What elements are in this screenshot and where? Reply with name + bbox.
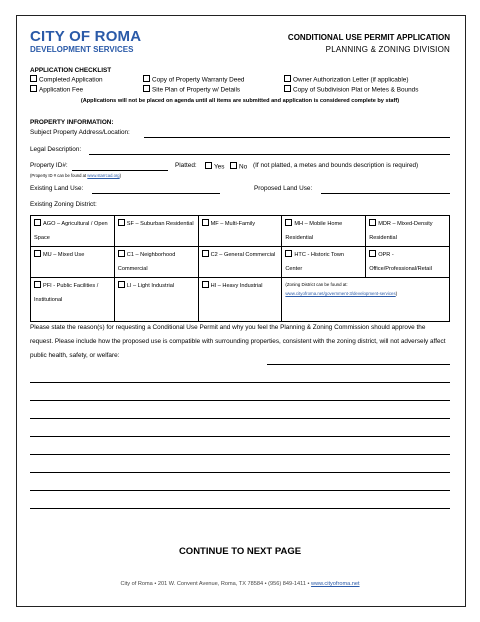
- checklist-item-warranty-deed[interactable]: Copy of Property Warranty Deed: [143, 75, 244, 84]
- zoning-option-sf[interactable]: SF – Suburban Residential: [114, 216, 198, 247]
- city-name: CITY OF ROMA: [30, 28, 142, 45]
- footer: City of Roma • 201 W. Convent Avenue, Roma, TX 78584 • (956) 849-1411 • www.cityofroma.net: [120, 581, 360, 587]
- platted-note: (If not platted, a metes and bounds description is required): [253, 162, 419, 169]
- checkbox-icon[interactable]: [202, 281, 209, 288]
- legal-description-field[interactable]: [89, 154, 450, 155]
- existing-land-use-label: Existing Land Use:: [30, 185, 84, 192]
- response-line-2[interactable]: [30, 382, 450, 383]
- platted-no-option[interactable]: No: [230, 162, 247, 171]
- checkbox-icon[interactable]: [285, 250, 292, 257]
- checklist-item-subdivision-plat[interactable]: Copy of Subdivision Plat or Metes & Bounds: [284, 85, 418, 94]
- address-label: Subject Property Address/Location:: [30, 129, 130, 136]
- proposed-land-use-label: Proposed Land Use:: [254, 185, 313, 192]
- platted-label: Platted:: [175, 162, 197, 169]
- zoning-option-mdr[interactable]: MDR – Mixed-Density Residential: [366, 216, 450, 247]
- response-line-3[interactable]: [30, 400, 450, 401]
- checklist-item-application-fee[interactable]: Application Fee: [30, 85, 83, 94]
- checkbox-icon[interactable]: [369, 250, 376, 257]
- zoning-lookup-note: (Zoning District can be found at: www.cityofroma.net/government-3/development-services): [282, 278, 450, 322]
- property-section-title: PROPERTY INFORMATION:: [30, 119, 114, 126]
- address-field[interactable]: [144, 137, 450, 138]
- checklist-title: APPLICATION CHECKLIST: [30, 67, 112, 74]
- department-name: DEVELOPMENT SERVICES: [30, 45, 134, 54]
- response-line-8[interactable]: [30, 490, 450, 491]
- existing-land-use-field[interactable]: [92, 193, 220, 194]
- checkbox-icon[interactable]: [118, 219, 125, 226]
- zoning-option-c1[interactable]: C1 – Neighborhood Commercial: [114, 247, 198, 278]
- zoning-district-table: [30, 215, 450, 322]
- form-title: CONDITIONAL USE PERMIT APPLICATION: [287, 33, 450, 42]
- checkbox-icon[interactable]: [230, 162, 237, 169]
- checkbox-icon[interactable]: [202, 219, 209, 226]
- checkbox-icon[interactable]: [143, 75, 150, 82]
- response-line-5[interactable]: [30, 436, 450, 437]
- zoning-option-opr[interactable]: OPR - Office/Professional/Retail: [366, 247, 450, 278]
- zoning-option-ago[interactable]: AGO – Agricultural / Open Space: [31, 216, 115, 247]
- zoning-option-mu[interactable]: MU – Mixed Use: [31, 247, 115, 278]
- checklist-item-site-plan[interactable]: Site Plan of Property w/ Details: [143, 85, 240, 94]
- response-line-7[interactable]: [30, 472, 450, 473]
- starrcad-link[interactable]: www.starrcad.org: [87, 173, 120, 178]
- zoning-option-li[interactable]: LI – Light Industrial: [114, 278, 198, 322]
- zoning-option-c2[interactable]: C2 – General Commercial: [198, 247, 282, 278]
- response-line-4[interactable]: [30, 418, 450, 419]
- zoning-lookup-link[interactable]: www.cityofroma.net/government-3/development-services: [285, 291, 396, 296]
- checkbox-icon[interactable]: [30, 85, 37, 92]
- zoning-option-mf[interactable]: MF – Multi-Family: [198, 216, 282, 247]
- checklist-note: (Applications will not be placed on agenda until all items are submitted and application is considered complete by staff): [80, 98, 400, 104]
- property-id-note: (Property ID # can be found at www.starrcad.org): [30, 173, 122, 178]
- checkbox-icon[interactable]: [369, 219, 376, 226]
- checkbox-icon[interactable]: [34, 219, 41, 226]
- response-line-6[interactable]: [30, 454, 450, 455]
- zoning-option-htc[interactable]: HTC - Historic Town Center: [282, 247, 366, 278]
- checkbox-icon[interactable]: [118, 281, 125, 288]
- footer-website-link[interactable]: www.cityofroma.net: [311, 581, 360, 587]
- zoning-district-label: Existing Zoning District:: [30, 201, 97, 208]
- checkbox-icon[interactable]: [202, 250, 209, 257]
- request-instructions: Please state the reason(s) for requesting a Conditional Use Permit and why you feel the Planning & Zoning Commission should approve the request. Please include how the proposed use is compatible with surrounding properties, consistent with the zoning district, will not adversely affect public health, safety, or welfare:: [30, 324, 446, 359]
- platted-yes-option[interactable]: Yes: [205, 162, 224, 171]
- division-name: PLANNING & ZONING DIVISION: [325, 45, 450, 54]
- checkbox-icon[interactable]: [118, 250, 125, 257]
- checklist-item-completed-application[interactable]: Completed Application: [30, 75, 103, 84]
- checkbox-icon[interactable]: [30, 75, 37, 82]
- checkbox-icon[interactable]: [34, 281, 41, 288]
- checkbox-icon[interactable]: [285, 219, 292, 226]
- zoning-option-hi[interactable]: HI – Heavy Industrial: [198, 278, 282, 322]
- legal-description-label: Legal Description:: [30, 146, 82, 153]
- response-line-1[interactable]: [267, 364, 450, 365]
- checkbox-icon[interactable]: [205, 162, 212, 169]
- zoning-option-pfi[interactable]: PFI - Public Facilities / Institutional: [31, 278, 115, 322]
- checkbox-icon[interactable]: [34, 250, 41, 257]
- checkbox-icon[interactable]: [284, 85, 291, 92]
- checkbox-icon[interactable]: [284, 75, 291, 82]
- proposed-land-use-field[interactable]: [321, 193, 450, 194]
- checklist-item-owner-authorization[interactable]: Owner Authorization Letter (if applicable): [284, 75, 408, 84]
- zoning-option-mh[interactable]: MH – Mobile Home Residential: [282, 216, 366, 247]
- checkbox-icon[interactable]: [143, 85, 150, 92]
- continue-notice: CONTINUE TO NEXT PAGE: [178, 546, 302, 557]
- response-line-9[interactable]: [30, 508, 450, 509]
- property-id-field[interactable]: [72, 170, 168, 171]
- property-id-label: Property ID#:: [30, 162, 68, 169]
